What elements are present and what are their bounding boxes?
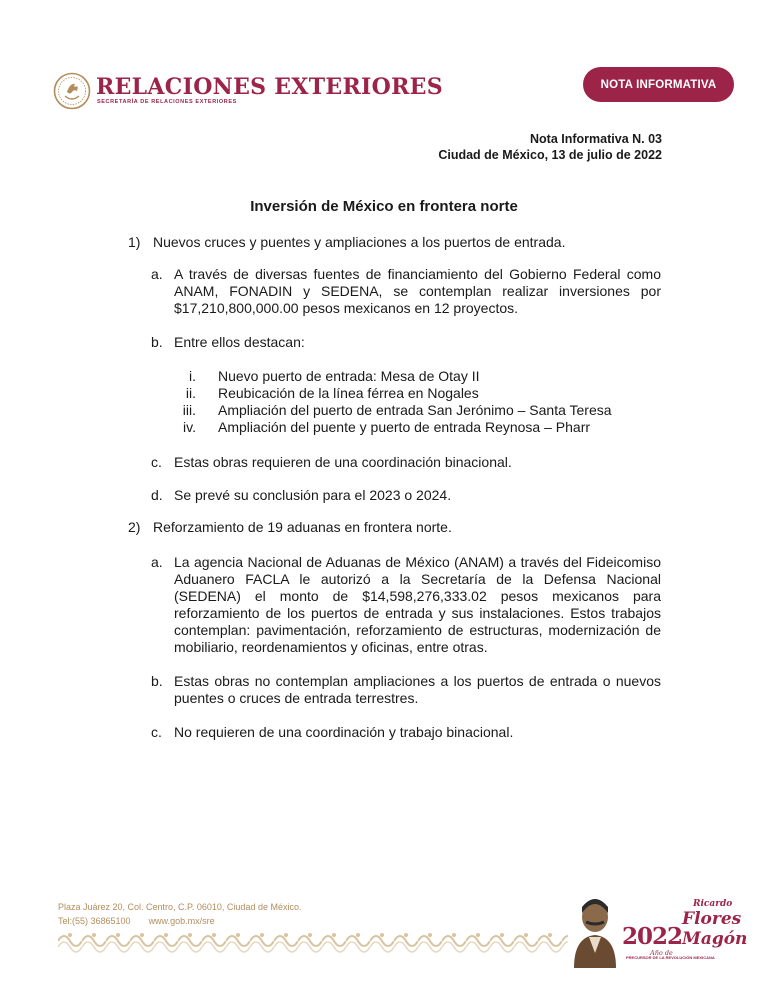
document-meta	[438, 131, 662, 163]
sub-item-text: Ampliación del puente y puerto de entrada Reynosa – Pharr	[218, 419, 591, 435]
page-title: Inversión de México en frontera norte	[250, 198, 518, 215]
sub-item-marker: iii.	[182, 402, 196, 418]
list-item	[151, 454, 661, 471]
list-item	[151, 673, 661, 707]
item-marker: a.	[151, 266, 163, 282]
item-marker: c.	[151, 454, 162, 470]
list-item	[151, 724, 661, 741]
footer-contact	[58, 900, 301, 928]
sub-item-marker: ii.	[185, 385, 196, 401]
sub-item-text: Ampliación del puerto de entrada San Jerónimo – Santa Teresa	[218, 402, 612, 418]
footer-website: www.gob.mx/sre	[148, 916, 215, 926]
item-text: A través de diversas fuentes de financiamiento del Gobierno Federal como ANAM, FONADIN y SEDENA, se contemplan realizar inversiones por $17,210,800,000.00 pesos mexicanos en 12 proyectos.	[174, 266, 661, 316]
list-item	[151, 487, 661, 504]
brand-title: RELACIONES EXTERIORES	[96, 74, 443, 100]
item-text: La agencia Nacional de Aduanas de México (ANAM) a través del Fideicomiso Aduanero FACLA le autorizó a la Secretaría de la Defensa Nacional (SEDENA) el monto de $14,598,276,333.02 pesos mexicanos para reforzamiento de los puertos de entrada y sus instalaciones. Estos trabajos contemplan: pavimentación, reforzamiento de estructuras, modernización de mobiliario, reordenamientos y oficinas, entre otras.	[174, 554, 661, 655]
sub-item-marker: iv.	[183, 419, 196, 435]
section-text: Reforzamiento de 19 aduanas en frontera norte.	[153, 519, 452, 535]
item-text: No requieren de una coordinación y trabajo binacional.	[174, 724, 514, 740]
sub-item-text: Reubicación de la línea férrea en Nogales	[218, 385, 479, 401]
anniversary-tagline: PRECURSOR DE LA REVOLUCIÓN MEXICANA	[626, 955, 715, 960]
footer-phone: Tel:(55) 36865100	[58, 916, 131, 926]
nota-informativa-badge: NOTA INFORMATIVA	[583, 67, 734, 102]
coat-of-arms-icon	[53, 72, 91, 110]
item-marker: b.	[151, 673, 163, 689]
item-text: Entre ellos destacan:	[174, 334, 305, 350]
document-header	[0, 0, 768, 130]
portrait-icon	[570, 893, 620, 968]
sub-item-text: Nuevo puerto de entrada: Mesa de Otay II	[218, 368, 480, 384]
sub-item-marker: i.	[189, 368, 196, 384]
list-item	[151, 554, 661, 656]
item-marker: a.	[151, 554, 163, 570]
section-number: 1)	[128, 234, 141, 250]
list-item	[151, 334, 661, 351]
item-text: Estas obras no contemplan ampliaciones a los puertos de entrada o nuevos puentes o cruces de entrada terrestres.	[174, 673, 661, 706]
brand-subtitle: SECRETARÍA DE RELACIONES EXTERIORES	[97, 99, 237, 105]
footer-address: Plaza Juárez 20, Col. Centro, C.P. 06010, Ciudad de México.	[58, 902, 302, 912]
list-item	[151, 266, 661, 317]
item-marker: b.	[151, 334, 163, 350]
item-text: Se prevé su conclusión para el 2023 o 2024.	[174, 487, 452, 503]
note-number: Nota Informativa N. 03	[530, 132, 662, 146]
anniversary-logo	[570, 893, 748, 968]
anniversary-surname-1: Flores	[682, 909, 742, 929]
place-date: Ciudad de México, 13 de julio de 2022	[438, 148, 662, 162]
section-number: 2)	[128, 519, 141, 535]
item-text: Estas obras requieren de una coordinación binacional.	[174, 454, 512, 470]
item-marker: c.	[151, 724, 162, 740]
decorative-pattern-band	[58, 929, 568, 953]
anniversary-year-label: Año de	[650, 949, 673, 957]
anniversary-year: 2022	[622, 923, 683, 950]
item-marker: d.	[151, 487, 163, 503]
anniversary-first-name: Ricardo	[693, 899, 733, 909]
anniversary-surname-2: Magón	[682, 929, 748, 949]
section-text: Nuevos cruces y puentes y ampliaciones a los puertos de entrada.	[153, 234, 566, 250]
